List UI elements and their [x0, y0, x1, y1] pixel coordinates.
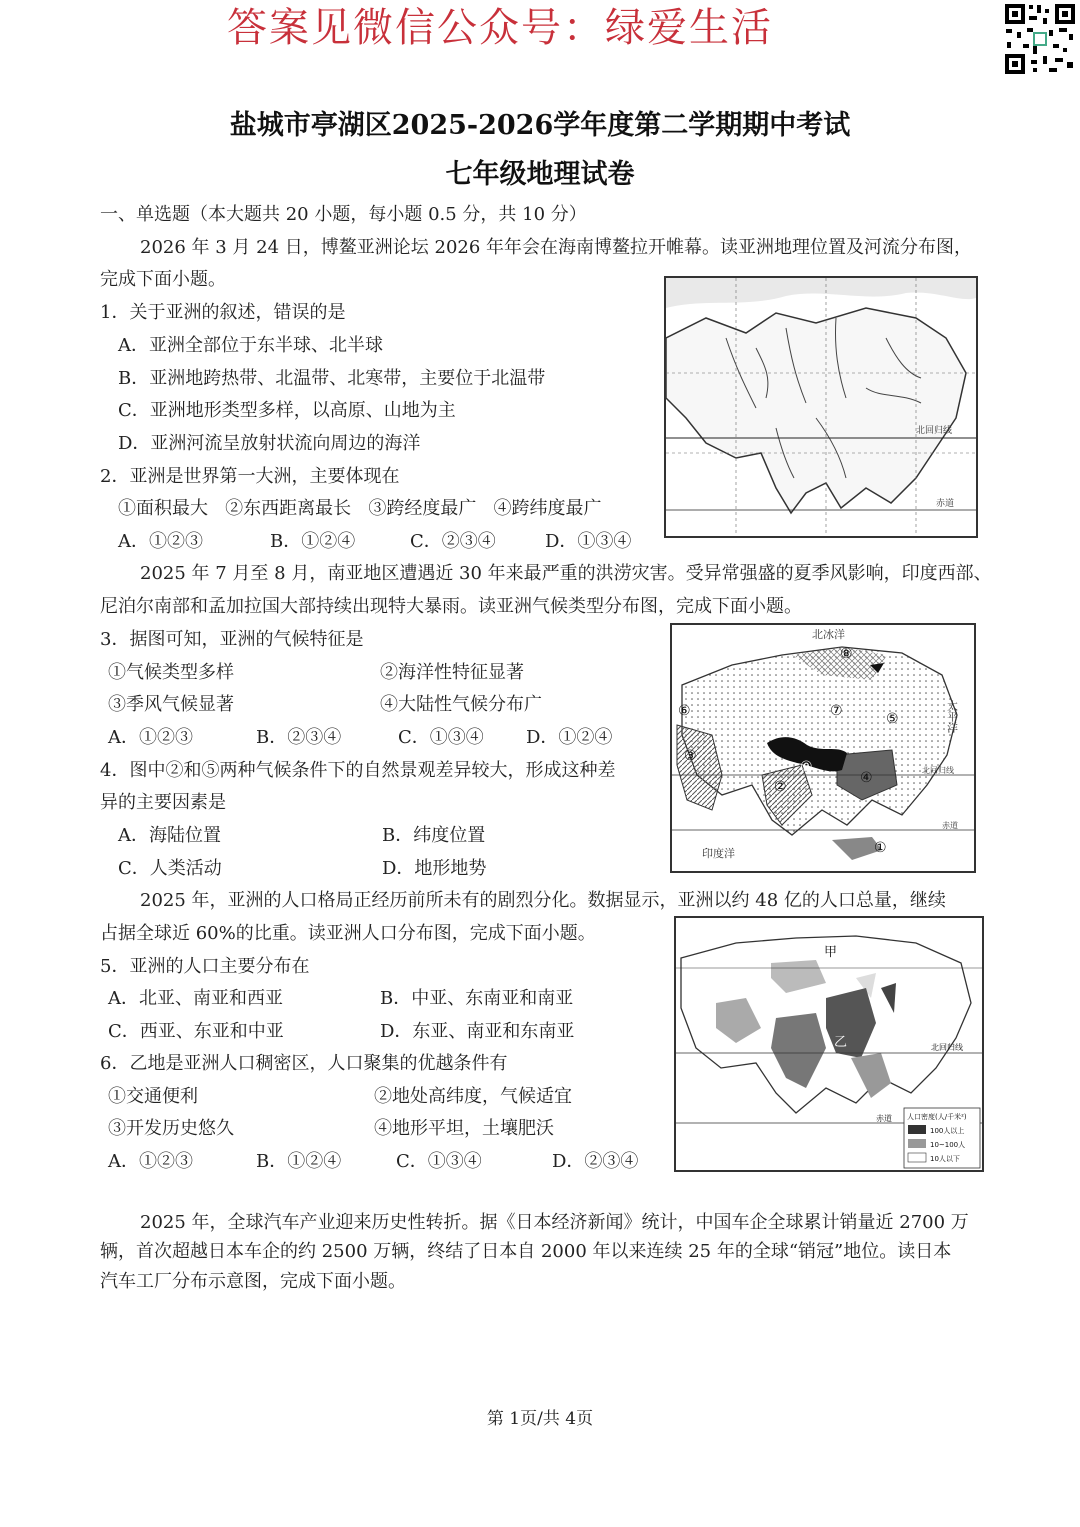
- option-d[interactable]: D．亚洲河流呈放射状流向周边的海洋: [118, 433, 421, 454]
- exam-title: 盐城市亭湖区2025-2026学年度第二学期期中考试: [229, 110, 851, 141]
- watermark-banner: 答案见微信公众号：绿爱生活: [227, 5, 773, 51]
- legend-title: 人口密度(人/千米²): [907, 1113, 967, 1121]
- option-b[interactable]: B．纬度位置: [382, 825, 486, 846]
- statement-2: ②海洋性特征显著: [380, 662, 524, 683]
- exam-subtitle: 七年级地理试卷: [445, 159, 635, 190]
- option-c[interactable]: C．西亚、东亚和中亚: [108, 1021, 284, 1042]
- equator-label: 赤道: [876, 1114, 892, 1123]
- asia-river-map: [664, 276, 978, 538]
- option-d[interactable]: D．①②④: [526, 727, 613, 748]
- climate-label-5: ⑤: [886, 711, 899, 727]
- option-a[interactable]: A．①②③: [108, 1151, 193, 1172]
- statement-1: ①气候类型多样: [108, 662, 234, 683]
- option-d[interactable]: D．②③④: [552, 1151, 639, 1172]
- option-b[interactable]: B．①②④: [256, 1151, 342, 1172]
- intro-paragraph: 2025 年，全球汽车产业迎来历史性转折。据《日本经济新闻》统计，中国车企全球累计销量近 2700 万: [140, 1212, 969, 1233]
- statement-3: ③开发历史悠久: [108, 1118, 234, 1139]
- question-stem: 5．亚洲的人口主要分布在: [100, 956, 310, 977]
- statement-list: ①面积最大 ②东西距离最长 ③跨经度最广 ④跨纬度最广: [118, 498, 602, 519]
- section-heading: 一、单选题（本大题共 20 小题，每小题 0.5 分，共 10 分）: [100, 204, 587, 225]
- question-stem: 异的主要因素是: [100, 792, 226, 813]
- legend-mid: 10~100人: [930, 1141, 966, 1149]
- intro-paragraph: 辆，首次超越日本车企的约 2500 万辆，终结了日本自 2000 年以来连续 25 年的全球“销冠”地位。读日本: [100, 1241, 952, 1262]
- option-c[interactable]: C．②③④: [410, 531, 496, 552]
- option-b[interactable]: B．亚洲地跨热带、北温带、北寒带，主要位于北温带: [118, 368, 546, 389]
- option-b[interactable]: B．中亚、东南亚和南亚: [380, 988, 574, 1009]
- option-d[interactable]: D．①③④: [545, 531, 632, 552]
- climate-label-6: ⑥: [678, 703, 691, 719]
- climate-label-8: ⑧: [840, 646, 853, 662]
- question-stem: 4．图中②和⑤两种气候条件下的自然景观差异较大，形成这种差: [100, 760, 616, 781]
- population-legend: [904, 1108, 980, 1168]
- arctic-label: 北冰洋: [812, 628, 845, 641]
- tropic-label: 北回归线: [931, 1043, 963, 1052]
- intro-paragraph: 占据全球近 60%的比重。读亚洲人口分布图，完成下面小题。: [100, 923, 596, 944]
- tropic-label: 北回归线: [916, 426, 953, 436]
- intro-paragraph: 完成下面小题。: [100, 269, 226, 290]
- page-number: 第 1页/共 4页: [486, 1409, 594, 1429]
- equator-label: 赤道: [942, 821, 958, 830]
- question-stem: 2．亚洲是世界第一大洲，主要体现在: [100, 466, 400, 487]
- legend-high: 100人以上: [930, 1127, 965, 1135]
- option-a[interactable]: A．海陆位置: [118, 825, 221, 846]
- intro-paragraph: 尼泊尔南部和孟加拉国大部持续出现特大暴雨。读亚洲气候类型分布图，完成下面小题。: [100, 596, 802, 617]
- statement-1: ①交通便利: [108, 1086, 198, 1107]
- option-c[interactable]: C．①③④: [398, 727, 484, 748]
- intro-paragraph: 2025 年 7 月至 8 月，南亚地区遭遇近 30 年来最严重的洪涝灾害。受异常强盛的夏季风影响，印度西部、: [140, 563, 992, 584]
- option-a[interactable]: A．①②③: [108, 727, 193, 748]
- intro-paragraph: 2026 年 3 月 24 日，博鳌亚洲论坛 2026 年年会在海南博鳌拉开帷幕。读亚洲地理位置及河流分布图，: [140, 237, 973, 258]
- option-a[interactable]: A．亚洲全部位于东半球、北半球: [118, 335, 383, 356]
- option-c[interactable]: C．人类活动: [118, 858, 222, 879]
- statement-4: ④地形平坦，土壤肥沃: [374, 1118, 554, 1139]
- legend-low: 10人以下: [930, 1155, 960, 1163]
- option-b[interactable]: B．②③④: [256, 727, 342, 748]
- option-d[interactable]: D．地形地势: [382, 858, 487, 879]
- asia-population-map: [674, 916, 984, 1172]
- option-d[interactable]: D．东亚、南亚和东南亚: [380, 1021, 575, 1042]
- question-stem: 1．关于亚洲的叙述，错误的是: [100, 302, 346, 323]
- region-yi-label: 乙: [834, 1035, 848, 1050]
- option-a[interactable]: A．北亚、南亚和西亚: [108, 988, 283, 1009]
- indian-ocean-label: 印度洋: [702, 847, 735, 860]
- equator-label: 赤道: [936, 499, 955, 509]
- qr-code-icon: [1003, 2, 1077, 76]
- climate-label-3: ③: [684, 748, 697, 764]
- climate-label-9: ⑨: [800, 759, 813, 775]
- region-jia-label: 甲: [824, 945, 838, 960]
- climate-label-2: ②: [774, 779, 787, 795]
- question-stem: 3．据图可知，亚洲的气候特征是: [100, 629, 364, 650]
- asia-climate-map: [670, 623, 976, 873]
- climate-label-4: ④: [860, 770, 873, 786]
- question-stem: 6．乙地是亚洲人口稠密区，人口聚集的优越条件有: [100, 1053, 508, 1074]
- option-c[interactable]: C．亚洲地形类型多样，以高原、山地为主: [118, 400, 456, 421]
- tropic-label: 北回归线: [922, 766, 954, 775]
- pacific-label: 太平洋: [945, 700, 959, 733]
- option-a[interactable]: A．①②③: [118, 531, 203, 552]
- option-b[interactable]: B．①②④: [270, 531, 356, 552]
- intro-paragraph: 2025 年，亚洲的人口格局正经历前所未有的剧烈分化。数据显示，亚洲以约 48 亿的人口总量，继续: [140, 890, 946, 911]
- climate-label-1: ①: [874, 840, 887, 856]
- statement-4: ④大陆性气候分布广: [380, 694, 542, 715]
- statement-2: ②地处高纬度，气候适宜: [374, 1086, 572, 1107]
- statement-3: ③季风气候显著: [108, 694, 234, 715]
- climate-label-7: ⑦: [830, 703, 843, 719]
- intro-paragraph: 汽车工厂分布示意图，完成下面小题。: [100, 1271, 406, 1292]
- option-c[interactable]: C．①③④: [396, 1151, 482, 1172]
